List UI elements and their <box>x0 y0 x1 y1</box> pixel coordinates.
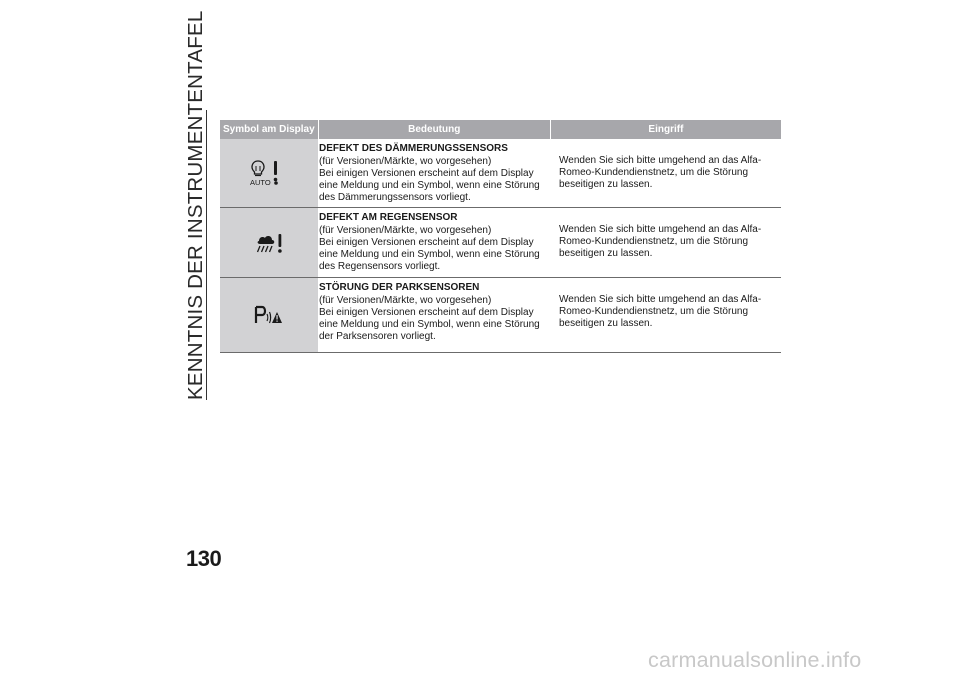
meaning-line: Bei einigen Versionen erscheint auf dem Display <box>319 306 534 318</box>
meaning-line: (für Versionen/Märkte, wo vorgesehen) <box>319 224 492 236</box>
action-line: beseitigen zu lassen. <box>559 318 653 330</box>
symbol-cell <box>220 208 318 277</box>
meaning-line: (für Versionen/Märkte, wo vorgesehen) <box>319 155 492 167</box>
fault-title: DEFEKT AM REGENSENSOR <box>319 212 458 223</box>
meaning-line: des Dämmerungssensors vorliegt. <box>319 192 471 204</box>
header-action: Eingriff <box>550 120 781 139</box>
meaning-line: eine Meldung und ein Symbol, wenn eine Störung <box>319 180 540 192</box>
table-row <box>220 139 781 208</box>
meaning-cell <box>318 278 550 352</box>
watermark-link[interactable]: carmanualsonline.info <box>648 648 862 672</box>
meaning-line: (für Versionen/Märkte, wo vorgesehen) <box>319 294 492 306</box>
warning-table <box>220 120 781 353</box>
icon-auto-label: AUTO <box>250 178 271 187</box>
action-line: Wenden Sie sich bitte umgehend an das Alfa- <box>559 155 762 166</box>
header-symbol: Symbol am Display <box>222 124 315 135</box>
chapter-side-title: KENNTNIS DER INSTRUMENTENTAFEL <box>184 10 207 400</box>
action-cell <box>550 208 781 277</box>
action-line: Wenden Sie sich bitte umgehend an das Alfa- <box>559 294 762 305</box>
table-row <box>220 208 781 278</box>
page-number: 130 <box>186 546 222 571</box>
fault-title: DEFEKT DES DÄMMERUNGSSENSORS <box>319 143 508 154</box>
header-meaning: Bedeutung <box>318 120 550 139</box>
action-line: Wenden Sie sich bitte umgehend an das Alfa- <box>559 224 762 235</box>
action-line: Romeo-Kundendienstnetz, um die Störung <box>559 167 749 179</box>
table-header <box>220 120 781 139</box>
meaning-line: eine Meldung und ein Symbol, wenn eine Störung <box>319 249 540 261</box>
meaning-line: der Parksensoren vorliegt. <box>319 331 436 343</box>
twilight-sensor-warning-icon <box>249 158 289 188</box>
symbol-cell <box>220 139 318 207</box>
action-cell <box>550 139 781 207</box>
meaning-line: eine Meldung und ein Symbol, wenn eine Störung <box>319 319 540 331</box>
fault-title: STÖRUNG DER PARKSENSOREN <box>319 282 480 293</box>
table-row <box>220 278 781 353</box>
meaning-line: Bei einigen Versionen erscheint auf dem Display <box>319 167 534 179</box>
meaning-line: des Regensensors vorliegt. <box>319 261 441 273</box>
symbol-cell <box>220 278 318 352</box>
action-cell <box>550 278 781 352</box>
action-line: Romeo-Kundendienstnetz, um die Störung <box>559 306 749 318</box>
meaning-line: Bei einigen Versionen erscheint auf dem Display <box>319 236 534 248</box>
parking-sensor-warning-icon <box>254 304 284 326</box>
action-line: Romeo-Kundendienstnetz, um die Störung <box>559 236 749 248</box>
meaning-cell <box>318 139 550 207</box>
rain-sensor-warning-icon <box>253 231 285 255</box>
action-line: beseitigen zu lassen. <box>559 179 653 191</box>
meaning-cell <box>318 208 550 277</box>
action-line: beseitigen zu lassen. <box>559 248 653 260</box>
